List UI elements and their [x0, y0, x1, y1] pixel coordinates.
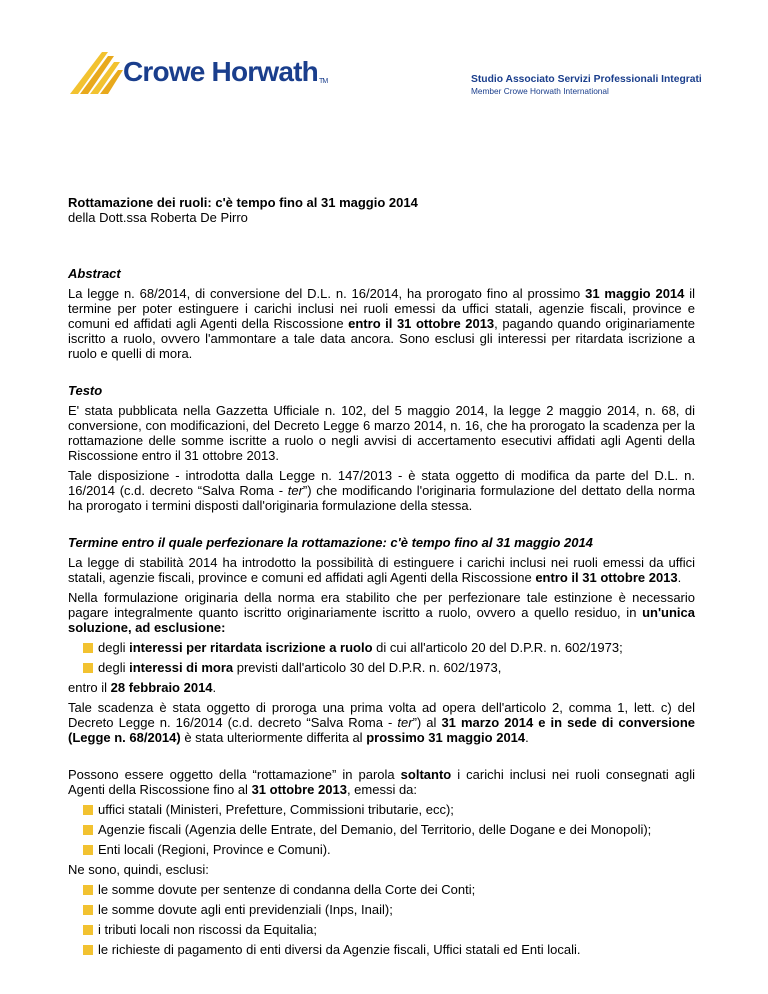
abstract-paragraph: La legge n. 68/2014, di conversione del D.L. n. 16/2014, ha prorogato fino al prossimo 31 maggio 2014 il termine per poter estinguere i carichi inclusi nei ruoli emessi da uffici statali, agenzie fiscali, province e comuni ed affidati agli Agenti della Riscossione entro il 31 ottobre 2013, pagando quando originariamente iscritto a ruolo, ovvero l'ammontare a tale data ancora. Sono esclusi gli interessi per ritardata iscrizione a ruolo e quelli di mora.: [68, 286, 696, 361]
list-item: le richieste di pagamento di enti diversi da Agenzie fiscali, Uffici statali ed Enti locali.: [83, 942, 695, 957]
exclusions-list: [68, 640, 695, 675]
bullet-square-icon: [83, 885, 93, 895]
firm-name: Studio Associato Servizi Professionali Integrati: [471, 74, 702, 85]
bullet-square-icon: [83, 805, 93, 815]
excluded-list: [68, 882, 695, 957]
firm-member: Member Crowe Horwath International: [471, 86, 609, 96]
logo-wordmark: Crowe HorwathTM: [123, 56, 328, 87]
termine-paragraph-4: Tale scadenza è stata oggetto di proroga una prima volta ad opera dell'articolo 2, comma 1, lett. c) del Decreto Legge n. 16/2014 (c.d. decreto “Salva Roma - ter”) al 31 marzo 2014 e in sede di conversione (Legge n. 68/2014) è stata ulteriormente differita al prossimo 31 maggio 2014.: [68, 700, 695, 745]
article-body: [68, 195, 695, 962]
logo-swoosh-icon: [68, 50, 128, 98]
firm-info: [471, 73, 761, 97]
list-item: degli interessi per ritardata iscrizione a ruolo di cui all'articolo 20 del D.P.R. n. 602/1973;: [83, 640, 695, 655]
termine-paragraph-1: La legge di stabilità 2014 ha introdotto la possibilità di estinguere i carichi inclusi nei ruoli emessi da uffici statali, agenzie fiscali, province e comuni ed affidati agli Agenti della Riscossione entro il 31 ottobre 2013.: [68, 555, 695, 585]
list-item: Enti locali (Regioni, Province e Comuni).: [83, 842, 695, 857]
crowe-horwath-logo: [68, 50, 328, 100]
list-item: le somme dovute agli enti previdenziali (Inps, Inail);: [83, 902, 695, 917]
testo-paragraph-1: E' stata pubblicata nella Gazzetta Ufficiale n. 102, del 5 maggio 2014, la legge 2 maggio 2014, n. 68, di conversione, con modificazioni, del Decreto Legge 6 marzo 2014, n. 16, che ha prorogato la scadenza per la rottamazione delle somme iscritte a ruolo o negli avvisi di accertamento esecutivi affidati agli Agenti della Riscossione entro il 31 ottobre 2013.: [68, 403, 695, 463]
bullet-square-icon: [83, 845, 93, 855]
issuers-list: [68, 802, 695, 857]
abstract-heading: Abstract: [68, 266, 121, 281]
bullet-square-icon: [83, 643, 93, 653]
list-item: Agenzie fiscali (Agenzia delle Entrate, del Demanio, del Territorio, delle Dogane e dei Monopoli);: [83, 822, 695, 837]
bullet-square-icon: [83, 925, 93, 935]
list-item: i tributi locali non riscossi da Equitalia;: [83, 922, 695, 937]
list-item: degli interessi di mora previsti dall'articolo 30 del D.P.R. n. 602/1973,: [83, 660, 695, 675]
article-title: Rottamazione dei ruoli: c'è tempo fino al 31 maggio 2014: [68, 195, 418, 210]
bullet-square-icon: [83, 945, 93, 955]
termine-paragraph-5: Possono essere oggetto della “rottamazione” in parola soltanto i carichi inclusi nei ruoli consegnati agli Agenti della Riscossione fino al 31 ottobre 2013, emessi da:: [68, 767, 696, 797]
list-item: le somme dovute per sentenze di condanna della Corte dei Conti;: [83, 882, 695, 897]
bullet-square-icon: [83, 825, 93, 835]
article-author: della Dott.ssa Roberta De Pirro: [68, 210, 248, 225]
termine-paragraph-6: Ne sono, quindi, esclusi:: [68, 862, 209, 877]
bullet-square-icon: [83, 905, 93, 915]
termine-heading: Termine entro il quale perfezionare la rottamazione: c'è tempo fino al 31 maggio 2014: [68, 535, 593, 550]
termine-paragraph-2: Nella formulazione originaria della norma era stabilito che per perfezionare tale estinzione è necessario pagare integralmente quanto iscritto originariamente iscritto a ruolo, ovvero a quello residuo, in un'unica soluzione, ad esclusione:: [68, 590, 695, 635]
bullet-square-icon: [83, 663, 93, 673]
testo-heading: Testo: [68, 383, 103, 398]
list-item: uffici statali (Ministeri, Prefetture, Commissioni tributarie, ecc);: [83, 802, 695, 817]
testo-paragraph-2: Tale disposizione - introdotta dalla Legge n. 147/2013 - è stata oggetto di modifica da parte del D.L. n. 16/2014 (c.d. decreto “Salva Roma - ter”) che modificando l'originaria formulazione del dettato della norma ha prorogato i termini disposti dall'originaria formulazione della stessa.: [68, 468, 695, 513]
termine-paragraph-3: entro il 28 febbraio 2014.: [68, 680, 217, 695]
